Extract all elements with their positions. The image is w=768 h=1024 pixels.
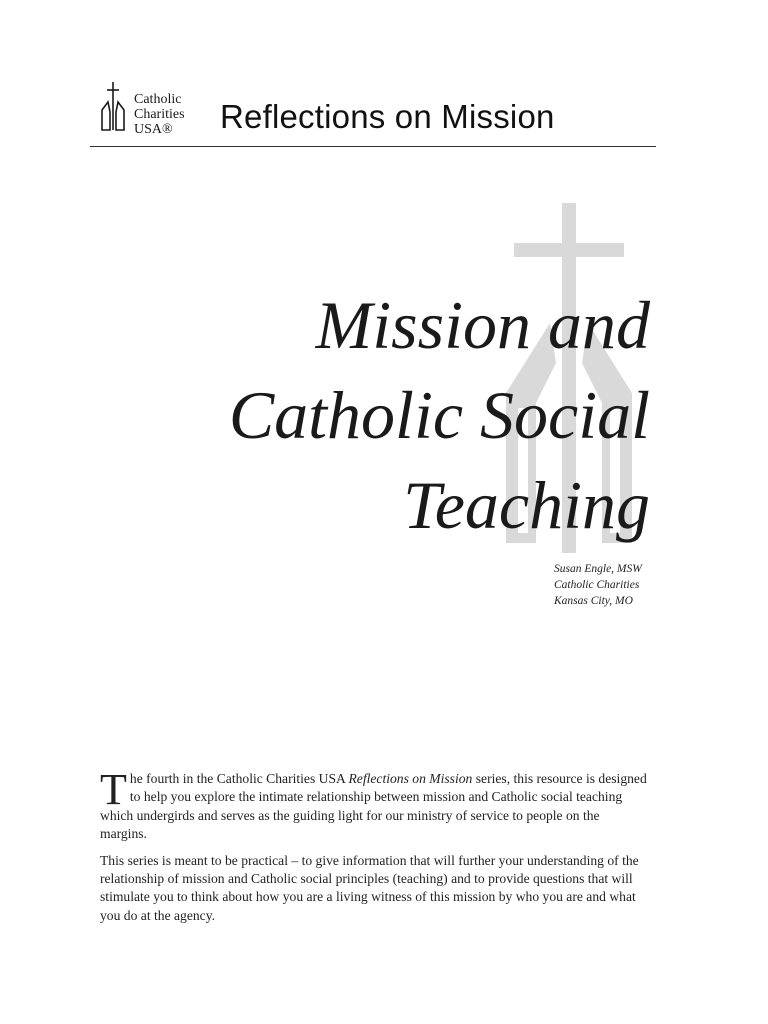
title-line: Catholic Social bbox=[228, 377, 650, 453]
cross-and-hands-icon bbox=[98, 80, 128, 134]
paragraph-text: he fourth in the Catholic Charities USA bbox=[129, 771, 349, 786]
author-line: Catholic Charities bbox=[554, 579, 640, 591]
logo-wordmark bbox=[134, 92, 185, 137]
series-title: Reflections on Mission bbox=[220, 98, 555, 135]
header-divider bbox=[90, 146, 656, 147]
intro-text bbox=[100, 765, 648, 925]
author-line: Susan Engle, MSW bbox=[554, 563, 642, 575]
logo-line: USA® bbox=[134, 122, 173, 137]
logo-line: Charities bbox=[134, 107, 185, 122]
logo-line: Catholic bbox=[134, 92, 182, 107]
title-line: Mission and bbox=[315, 287, 650, 363]
title-line: Teaching bbox=[403, 467, 650, 543]
author-line: Kansas City, MO bbox=[554, 595, 633, 607]
document-title bbox=[130, 280, 650, 550]
drop-cap: T bbox=[100, 765, 127, 814]
purpose-paragraph: This series is meant to be practical – to give information that will further your understanding of the relationship of mission and Catholic social principles (teaching) and to provide questions that will stimulate you to think about how you are a living witness of this mission by who you are and what you do at the agency. bbox=[100, 852, 639, 923]
author-block bbox=[554, 561, 642, 609]
catholic-charities-logo bbox=[98, 80, 208, 136]
series-name-italic: Reflections on Mission bbox=[348, 771, 473, 786]
intro-paragraph bbox=[100, 765, 648, 844]
paragraph-text: series, this resource is designed to help you explore the intimate relationship between mission and Catholic social teaching which undergirds and serves as the guiding light for our ministry of service to people on the margins. bbox=[100, 771, 647, 842]
